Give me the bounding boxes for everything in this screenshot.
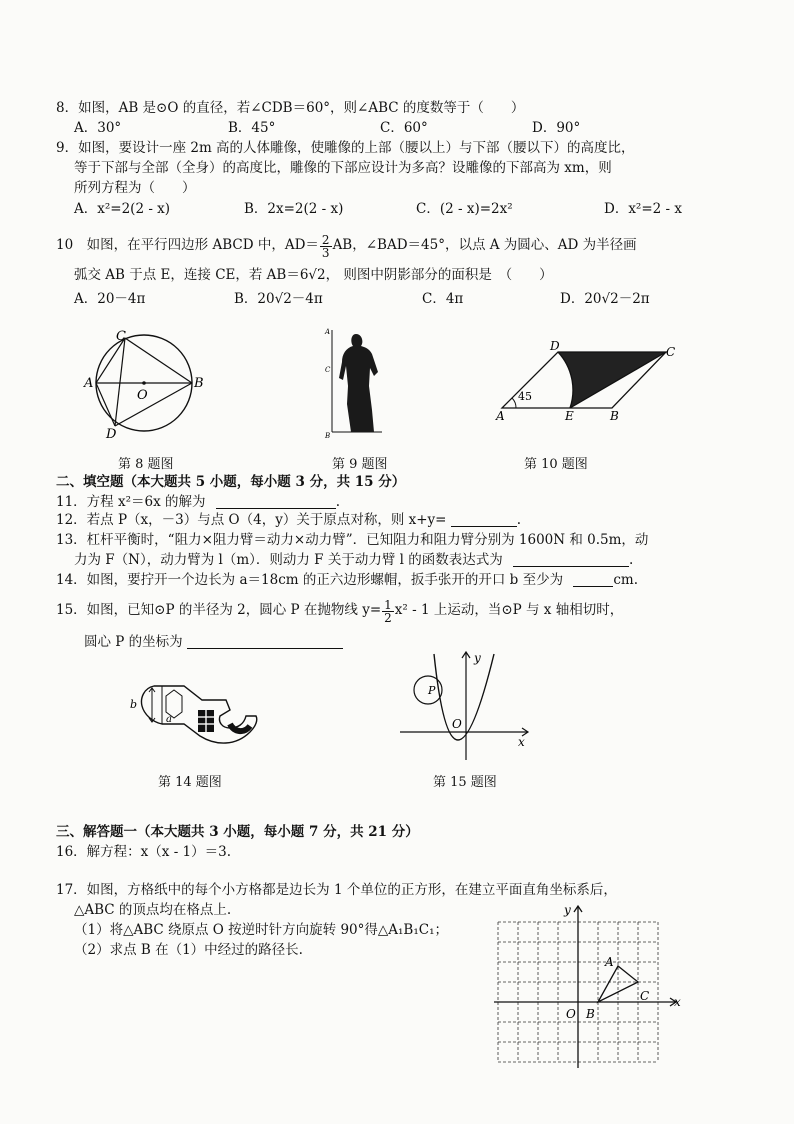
q12-answer-blank[interactable] — [451, 512, 517, 527]
figure-17-grid — [494, 904, 684, 1074]
caption-figure-15: 第 15 题图 — [433, 775, 497, 790]
f17-label-a: A — [605, 955, 614, 969]
question-17-line-1: 17．如图，方格纸中的每个小方格都是边长为 1 个单位的正方形，在建立平面直角坐标系后， — [56, 882, 617, 898]
figure-8-circle — [80, 328, 210, 440]
q10-frac-den: 3 — [321, 246, 330, 260]
f17-label-o: O — [566, 1007, 576, 1021]
statue-silhouette — [339, 334, 378, 432]
f8-label-b: B — [194, 376, 204, 391]
q10-text-post: AB，∠BAD＝45°，以点 A 为圆心、AD 为半径画 — [332, 237, 637, 253]
q15-answer-blank[interactable] — [187, 634, 343, 649]
q10-option-c: C．4π — [422, 291, 464, 307]
caption-figure-10: 第 10 题图 — [524, 457, 588, 472]
question-15-line-2 — [84, 633, 343, 651]
f14-label-b: b — [130, 698, 138, 711]
q10-frac-num: 2 — [321, 233, 330, 247]
f9-label-a: A — [325, 328, 331, 336]
question-9-line-1: 9．如图，要设计一座 2m 高的人体雕像，使雕像的上部（腰以上）与下部（腰以下）的高度比， — [56, 140, 635, 156]
q15-text-pre: 15．如图，已知⊙P 的半径为 2，圆心 P 在抛物线 y= — [56, 602, 382, 618]
f15-label-p: P — [428, 684, 436, 697]
question-9-line-2: 等于下部与全部（全身）的高度比，雕像的下部应设计为多高？设雕像的下部高为 xm，则 — [74, 160, 612, 176]
f8-label-c: C — [116, 329, 126, 344]
question-17-line-2: △ABC 的顶点均在格点上. — [74, 902, 232, 918]
f8-label-d: D — [106, 427, 117, 442]
f9-label-b: B — [325, 432, 331, 440]
f10-label-b: B — [610, 409, 619, 423]
f9-label-c: C — [325, 366, 331, 374]
question-13-line-1: 13．杠杆平衡时，“阻力×阻力臂＝动力×动力臂”．已知阻力和阻力臂分别为 1600N 和 0.5m，动 — [56, 532, 649, 548]
q15-fraction — [382, 599, 394, 624]
question-13-line-2: 力为 F（N），动力臂为 l（m）．则动力 F 关于动力臂 l 的函数表达式为 . — [74, 552, 634, 568]
f15-label-x: x — [518, 735, 525, 749]
q13-answer-blank[interactable] — [513, 552, 629, 567]
figure-14-wrench — [126, 670, 276, 750]
question-14 — [56, 571, 638, 589]
question-10-line-1 — [56, 234, 637, 259]
question-17-item-1: （1）将△ABC 绕原点 O 按逆时针方向旋转 90°得△A₁B₁C₁； — [74, 922, 448, 938]
q10-text-pre: 10 如图，在平行四边形 ABCD 中，AD＝ — [56, 237, 319, 253]
q9-option-b: B．2x=2(2 - x) — [244, 201, 344, 217]
f10-label-e: E — [565, 409, 574, 423]
q11-text: 11．方程 x²＝6x 的解为 — [56, 494, 206, 510]
q8-option-a: A．30° — [74, 120, 122, 136]
f10-label-a: A — [496, 409, 505, 423]
q10-option-a: A．20－4π — [74, 291, 146, 307]
f14-label-a: a — [166, 714, 172, 725]
q15-text-post: x² - 1 上运动，当⊙P 与 x 轴相切时， — [394, 602, 624, 618]
question-9-line-3: 所列方程为（ ） — [74, 180, 196, 196]
q8-option-c: C．60° — [380, 120, 428, 136]
question-15-line-1 — [56, 599, 623, 624]
f17-label-x: x — [674, 995, 681, 1009]
q10-option-d: D．20√2－2π — [560, 291, 650, 307]
f10-label-c: C — [666, 345, 676, 359]
q14-answer-blank[interactable] — [573, 572, 613, 587]
shaded-region — [558, 352, 666, 408]
question-8-stem: 8．如图，AB 是⊙O 的直径，若∠CDB＝60°，则∠ABC 的度数等于（ ） — [56, 100, 525, 116]
f8-label-o: O — [137, 388, 148, 403]
q10-option-b: B．20√2－4π — [234, 291, 323, 307]
q9-option-d: D．x²=2 - x — [604, 201, 683, 217]
q14-text: 14．如图，要拧开一个边长为 a＝18cm 的正六边形螺帽，扳手张开的开口 b 至少为 — [56, 572, 564, 588]
q12-text: 12．若点 P（x，－3）与点 O（4，y）关于原点对称，则 x+y= — [56, 512, 447, 528]
q11-answer-blank[interactable] — [216, 494, 336, 509]
f17-label-b: B — [586, 1007, 595, 1021]
f10-label-45: 45 — [518, 390, 532, 403]
f17-label-y: y — [564, 903, 571, 917]
q9-option-c: C．(2 - x)=2x² — [416, 201, 513, 217]
q13-text: 力为 F（N），动力臂为 l（m）．则动力 F 关于动力臂 l 的函数表达式为 — [74, 552, 503, 568]
section-2-heading: 二、填空题（本大题共 5 小题，每小题 3 分，共 15 分） — [56, 474, 406, 490]
figure-9-statue — [322, 326, 392, 444]
section-3-heading: 三、解答题一（本大题共 3 小题，每小题 7 分，共 21 分） — [56, 824, 419, 840]
caption-figure-8: 第 8 题图 — [118, 457, 174, 472]
f10-label-d: D — [550, 339, 560, 353]
q14-unit: cm. — [613, 572, 639, 588]
question-10-line-2: 弧交 AB 于点 E，连接 CE，若 AB＝6√2， 则图中阴影部分的面积是 （ ） — [74, 267, 553, 283]
q9-option-a: A．x²=2(2 - x) — [74, 201, 171, 217]
f17-label-c: C — [640, 989, 650, 1003]
f8-label-a: A — [84, 376, 94, 391]
question-17-item-2: （2）求点 B 在（1）中经过的路径长. — [74, 942, 303, 958]
q10-fraction — [320, 234, 332, 259]
caption-figure-9: 第 9 题图 — [332, 457, 388, 472]
q15-frac-num: 1 — [384, 598, 392, 612]
question-16: 16．解方程：x（x - 1）＝3. — [56, 844, 232, 860]
q8-option-b: B．45° — [228, 120, 276, 136]
question-12: 12．若点 P（x，－3）与点 O（4，y）关于原点对称，则 x+y= . — [56, 512, 522, 528]
q15-text-2: 圆心 P 的坐标为 — [84, 634, 183, 650]
f15-label-o: O — [452, 717, 462, 731]
f15-label-y: y — [474, 651, 481, 665]
question-11: 11．方程 x²＝6x 的解为 . — [56, 494, 341, 510]
figure-10-parallelogram — [494, 339, 684, 423]
q8-option-d: D．90° — [532, 120, 581, 136]
q15-frac-den: 2 — [384, 611, 392, 625]
figure-15-parabola — [398, 650, 538, 762]
caption-figure-14: 第 14 题图 — [158, 775, 222, 790]
